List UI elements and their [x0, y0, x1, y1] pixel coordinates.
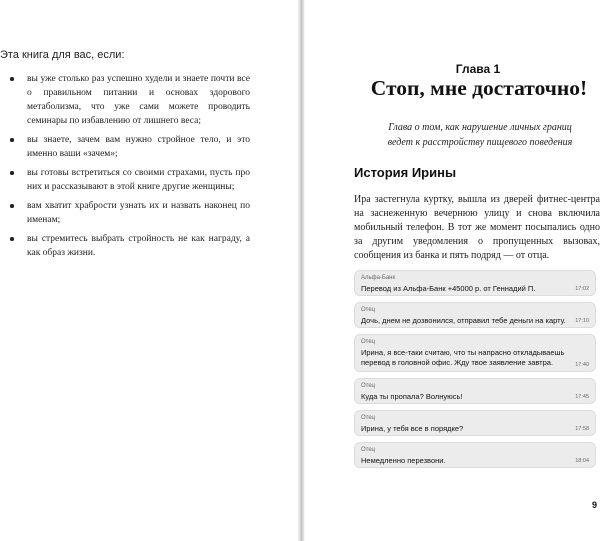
message-time: 18:04 — [575, 458, 589, 464]
page-number: 9 — [592, 500, 598, 510]
message-text: Немедленно перезвони. — [361, 456, 446, 465]
bullet-icon — [10, 237, 14, 241]
list-item-text: вы стремитесь выбрать стройность не как награду, а как образ жизни. — [27, 234, 250, 258]
bullet-icon — [10, 77, 14, 81]
list-item — [4, 199, 250, 227]
message-text: Ирина, у тебя все в порядке? — [361, 424, 464, 433]
message-sender: Альфа-Банк — [361, 275, 396, 281]
message-time: 17:02 — [575, 286, 589, 292]
message-bubble — [354, 442, 596, 468]
message-sender: Отец — [361, 415, 376, 421]
message-bubble — [354, 378, 596, 404]
section-title: История Ирины — [354, 165, 457, 180]
list-item — [4, 232, 250, 260]
message-time: 17:10 — [575, 318, 589, 324]
message-bubble — [354, 270, 596, 296]
list-item-text: вы готовы встретиться со своими страхами, пусть про них и рассказывают в этой книге другие женщины; — [27, 168, 250, 192]
intro-heading: Эта книга для вас, если: — [0, 49, 125, 61]
message-bubble — [354, 334, 596, 372]
chapter-subtitle: Глава о том, как нарушение личных границ ведет к расстройству пищевого поведения — [387, 122, 573, 148]
message-sender: Отец — [361, 307, 376, 313]
chapter-label: Глава 1 — [455, 62, 501, 76]
message-bubble — [354, 302, 596, 328]
audience-list — [4, 72, 250, 265]
bullet-icon — [10, 204, 14, 208]
bullet-icon — [10, 138, 14, 142]
message-time: 17:40 — [575, 362, 589, 368]
message-list — [354, 270, 600, 474]
message-bubble — [354, 410, 596, 436]
book-gutter — [297, 0, 305, 541]
chapter-title: Стоп, мне достаточно! — [370, 76, 588, 100]
message-text: Перевод из Альфа-Банк +45000 р. от Геннадий П. — [361, 284, 536, 293]
list-item-text: вам хватит храбрости узнать их и назвать наконец по именам; — [27, 201, 250, 225]
message-sender: Отец — [361, 339, 376, 345]
message-text: Ирина, я все-таки считаю, что ты напрасно откладываешь перевод в головной офис. Жду твое заявление завтра. — [361, 348, 565, 367]
list-item-text: вы знаете, зачем вам нужно стройное тело, и это именно ваши «зачем»; — [27, 135, 250, 159]
message-time: 17:58 — [575, 426, 589, 432]
list-item — [4, 133, 250, 161]
bullet-icon — [10, 171, 14, 175]
message-sender: Отец — [361, 383, 376, 389]
right-page — [305, 0, 600, 541]
message-text: Дочь, днем не дозвонился, отправил тебе деньги на карту. — [361, 316, 566, 325]
message-text: Куда ты пропала? Волнуюсь! — [361, 392, 463, 401]
list-item — [4, 166, 250, 194]
message-sender: Отец — [361, 447, 376, 453]
story-paragraph: Ира застегнула куртку, вышла из дверей фитнес-центра на заснеженную вечернюю улицу и снова включила мобильный телефон. В тот же момент посыпались одно за другим уведомления о пропущенных вызовах, сообщения из банка и пять подряд — от отца. — [354, 194, 600, 261]
list-item-text: вы уже столько раз успешно худели и знаете почти все о правильном питании и основах здорового метаболизма, что уже сами можете проводить семинары по избавлению от лишнего веса; — [27, 74, 250, 126]
list-item — [4, 72, 250, 128]
message-time: 17:45 — [575, 394, 589, 400]
